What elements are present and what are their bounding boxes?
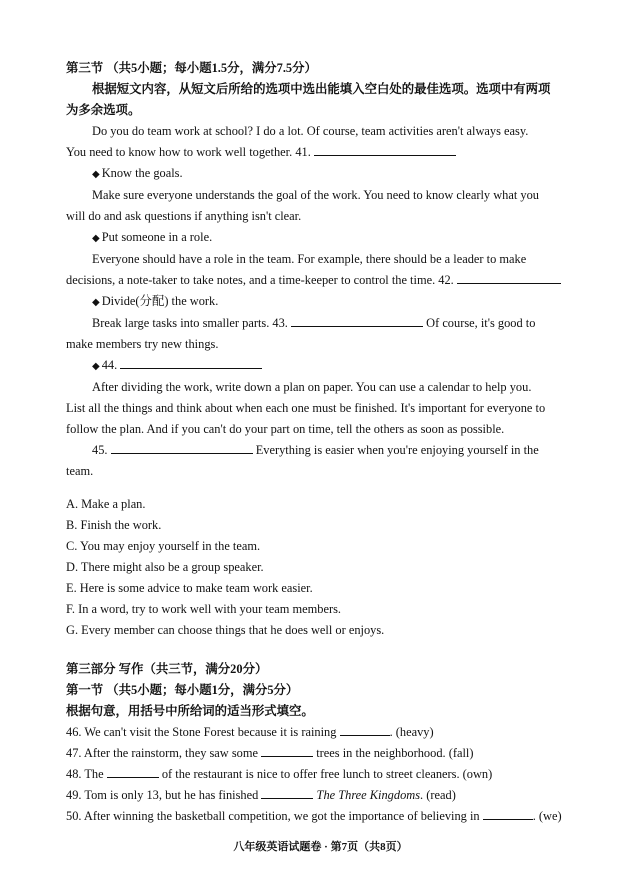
option-c: C. You may enjoy yourself in the team. xyxy=(66,539,261,553)
section3-instruction-2: 为多余选项。 xyxy=(66,103,141,117)
part3-sub-heading: 第一节 （共5小题；每小题1分，满分5分） xyxy=(66,683,299,697)
question-50: 50. After winning the basketball competition, we got the importance of believing in . (we) xyxy=(66,809,562,823)
passage-p5-line3: follow the plan. And if you can't do your part on time, tell the others as soon as possible. xyxy=(66,422,505,436)
part3-instruction: 根据句意，用括号中所给词的适当形式填空。 xyxy=(66,704,314,718)
passage-p3-line1: Everyone should have a role in the team. For example, there should be a leader to make xyxy=(92,252,527,266)
option-a: A. Make a plan. xyxy=(66,497,146,511)
part3-heading: 第三部分 写作（共三节，满分20分） xyxy=(66,662,268,676)
heading-44: ◆ 44. xyxy=(66,355,579,377)
section3-heading: 第三节 （共5小题；每小题1.5分，满分7.5分） xyxy=(66,61,317,75)
blank-49[interactable] xyxy=(261,787,313,799)
question-48: 48. The of the restaurant is nice to offer free lunch to street cleaners. (own) xyxy=(66,767,493,781)
question-47: 47. After the rainstorm, they saw some trees in the neighborhood. (fall) xyxy=(66,746,474,760)
passage-p4-line2: make members try new things. xyxy=(66,337,219,351)
blank-41[interactable] xyxy=(314,144,456,156)
passage-p3-line2: decisions, a note-taker to take notes, and a time-keeper to control the time. 42. xyxy=(66,270,579,291)
diamond-bullet-icon: ◆ xyxy=(92,297,100,308)
diamond-bullet-icon: ◆ xyxy=(92,169,100,180)
option-e: E. Here is some advice to make team work easier. xyxy=(66,581,313,595)
passage-p4-line1: Break large tasks into smaller parts. 43. Of course, it's good to xyxy=(92,316,536,330)
blank-48[interactable] xyxy=(107,766,159,778)
question-49: 49. Tom is only 13, but he has finished The Three Kingdoms. (read) xyxy=(66,788,456,802)
heading-put-someone: ◆ Put someone in a role. xyxy=(92,230,213,244)
blank-45[interactable] xyxy=(111,442,253,454)
passage-p2-line2: will do and ask questions if anything isn't clear. xyxy=(66,209,302,223)
option-d: D. There might also be a group speaker. xyxy=(66,560,264,574)
passage-p1-line2: You need to know how to work well together. 41. xyxy=(66,142,579,163)
passage-p6-line1: 45. Everything is easier when you're enjoying yourself in the xyxy=(92,443,539,457)
blank-50[interactable] xyxy=(483,808,533,820)
book-title: The Three Kingdoms xyxy=(316,788,421,802)
passage-p6-line2: team. xyxy=(66,464,94,478)
option-b: B. Finish the work. xyxy=(66,518,162,532)
option-f: F. In a word, try to work well with your team members. xyxy=(66,602,341,616)
option-g: G. Every member can choose things that he does well or enjoys. xyxy=(66,623,385,637)
blank-46[interactable] xyxy=(340,724,390,736)
page-footer: 八年级英语试题卷 · 第7页（共8页） xyxy=(233,841,408,853)
passage-p5-line1: After dividing the work, write down a plan on paper. You can use a calendar to help you. xyxy=(92,380,532,394)
heading-divide-work: ◆ Divide(分配) the work. xyxy=(92,294,219,308)
diamond-bullet-icon: ◆ xyxy=(92,233,100,244)
blank-42[interactable] xyxy=(457,272,561,284)
passage-p1-line1: Do you do team work at school? I do a lot. Of course, team activities aren't always easy. xyxy=(92,124,529,138)
blank-43[interactable] xyxy=(291,315,423,327)
blank-44[interactable] xyxy=(120,357,262,369)
heading-know-goals: ◆ Know the goals. xyxy=(92,166,183,180)
section3-instruction-1: 根据短文内容，从短文后所给的选项中选出能填入空白处的最佳选项。选项中有两项 xyxy=(92,82,551,96)
diamond-bullet-icon: ◆ xyxy=(92,361,100,372)
question-46: 46. We can't visit the Stone Forest because it is raining . (heavy) xyxy=(66,725,434,739)
passage-p2-line1: Make sure everyone understands the goal of the work. You need to know clearly what you xyxy=(92,188,539,202)
blank-47[interactable] xyxy=(261,745,313,757)
passage-p5-line2: List all the things and think about when each one must be finished. It's important for everyone to xyxy=(66,401,546,415)
